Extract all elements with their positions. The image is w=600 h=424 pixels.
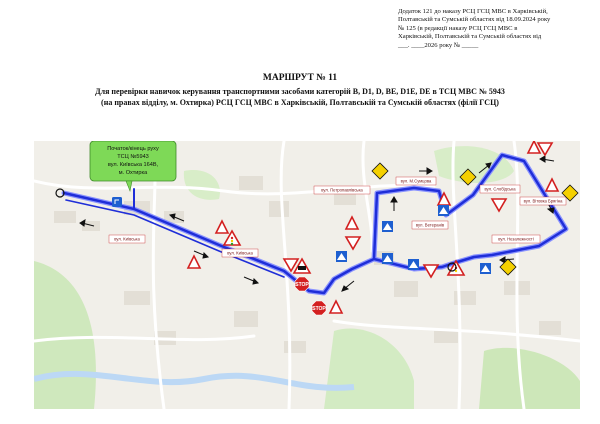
pedestrian-crossing-icon (336, 251, 347, 262)
building (394, 281, 418, 297)
route-subtitle-line-2: (на правах відділу, м. Охтирка) РСЦ ГСЦ МВС в Харківській, Полтавській та Сумській областях (філії ГСЦ) (101, 98, 499, 107)
street-label (396, 177, 436, 185)
start-point-marker (112, 197, 122, 207)
street-label (222, 249, 258, 257)
pedestrian-crossing-icon (480, 263, 491, 274)
street-label (314, 186, 370, 194)
building (284, 341, 306, 353)
street-label (109, 235, 145, 243)
order-note-line: Харківській, Полтавській та Сумській областях від (398, 33, 542, 41)
callout-line-1: Початок/кінець руху (107, 146, 159, 152)
street-label (492, 235, 540, 243)
car-icon (298, 266, 306, 270)
order-reference-note (398, 8, 590, 50)
stop-sign-text: STOP (295, 282, 309, 288)
callout-line-2: ТСЦ №5943 (117, 154, 149, 160)
building (434, 331, 458, 343)
pedestrian-crossing-icon (408, 259, 419, 270)
pedestrian-crossing-icon (382, 253, 393, 264)
street-label-text: вул. Вітовка Брягіна (523, 198, 563, 204)
street-label (412, 221, 448, 229)
building (454, 291, 476, 305)
stop-sign-icon (312, 301, 326, 315)
order-note-line: Додаток 121 до наказу РСЦ ГСЦ МВС в Харківській, (398, 8, 548, 15)
callout-line-4: м. Охтирка (118, 170, 148, 176)
route-title: МАРШРУТ № 11 (262, 73, 338, 83)
street-label (520, 197, 566, 205)
order-note-line: ___. ____2026 року № _____ (398, 41, 479, 49)
stop-sign-text: STOP (312, 306, 326, 312)
street-label-text: вул. Петропавлівська (321, 187, 363, 193)
street-label-text: вул. Незалежності (498, 236, 534, 242)
route-map-canvas[interactable] (34, 141, 580, 409)
building (539, 321, 561, 335)
pedestrian-crossing-icon (438, 205, 449, 216)
order-note-line: Полтавській та Сумській областях від 18.09.2024 року (398, 16, 551, 24)
building (124, 291, 150, 305)
street-label (480, 185, 520, 193)
pedestrian-crossing-icon (382, 221, 393, 232)
street-label-text: вул. Київська (227, 250, 253, 256)
street-label-text: вул. Ветеранів (415, 222, 445, 228)
stop-sign-icon (295, 277, 309, 291)
building (239, 176, 263, 190)
callout-line-3: вул. Київська 164В, (107, 162, 159, 168)
street-label-text: вул. М.Сумцова (400, 178, 432, 184)
building (269, 201, 289, 217)
order-note-line: № 125 (в редакції наказу РСЦ ГСЦ МВС в (398, 24, 518, 32)
route-subtitle-line-1: Для перевірки навичок керування транспортними засобами категорій B, D1, D, BE, D1E, DE в ТСЦ МВС № 5943 (95, 87, 505, 96)
street-label-text: вул. Київська (114, 236, 140, 242)
building (54, 211, 76, 223)
building (234, 311, 258, 327)
route-map[interactable] (34, 141, 580, 409)
street-label-text: вул. Слобідська (484, 186, 516, 192)
